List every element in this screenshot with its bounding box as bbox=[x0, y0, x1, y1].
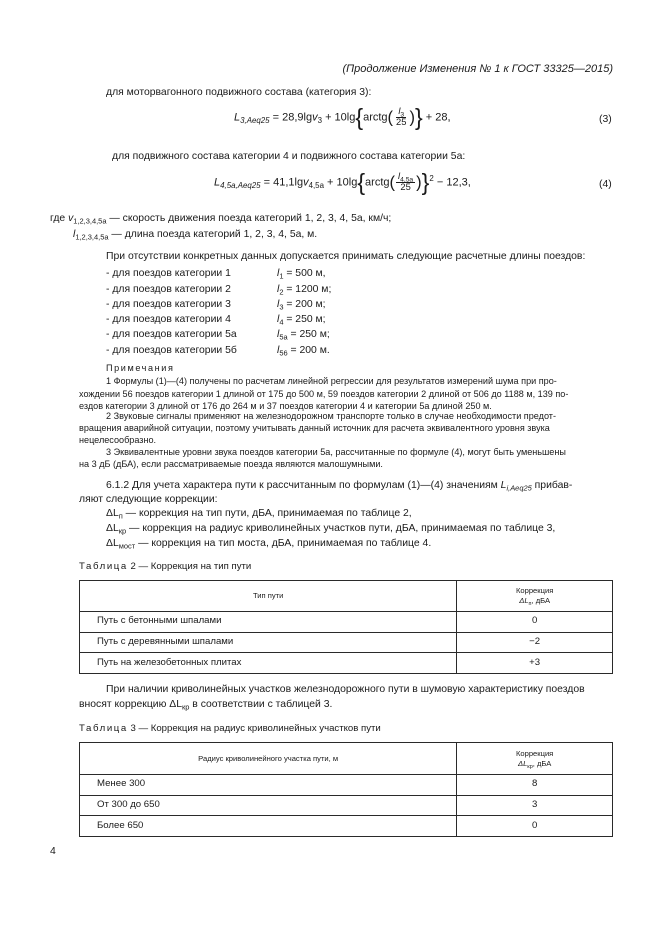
note-line: вращения аварийной ситуации, поэтому учитывать данный источник для расчета эквивалентного уровня звука bbox=[79, 423, 550, 433]
table-cell: Путь на железобетонных плитах bbox=[80, 653, 457, 674]
table-cell: Путь с бетонными шпалами bbox=[80, 612, 457, 633]
table-cell: 3 bbox=[457, 795, 613, 816]
list-item-value: $l_{5a} = 250$ м; bbox=[277, 329, 330, 342]
list-item: - для поездов категории 5б bbox=[106, 345, 237, 356]
table-cell: +3 bbox=[457, 653, 613, 674]
table-cell: Менее 300 bbox=[80, 775, 457, 796]
formula-3: $L_{3,Aeq25} = 28,9\lg v_3$ + 10lg{arctg( $\frac{l_3}{25}$ )} + 28, bbox=[234, 104, 451, 130]
list-item-value: $l_3 = 200$ м; bbox=[277, 299, 326, 312]
where-v: где $v_{1,2,3,4,5a}$ — скорость движения поезда категорий 1, 2, 3, 4, 5а, км/ч; bbox=[50, 213, 392, 226]
table-cell: Более 650 bbox=[80, 816, 457, 837]
list-item-value: $l_{56} = 200$ м. bbox=[277, 345, 330, 358]
correction-item: $\Delta L_{кр}$ — коррекция на радиус криволинейных участков пути, дБА, принимаемая по таблице 3, bbox=[106, 523, 556, 536]
table-row bbox=[80, 632, 613, 653]
table-cell: 0 bbox=[457, 612, 613, 633]
note-line: нецелесообразно. bbox=[79, 435, 157, 445]
table-header: Коррекция $\Delta L_{кр}$, дБА bbox=[457, 743, 613, 775]
table-cell: 0 bbox=[457, 816, 613, 837]
table-row bbox=[80, 612, 613, 633]
page-number: 4 bbox=[50, 846, 56, 857]
list-item-value: $l_2 = 1200$ м; bbox=[277, 284, 332, 297]
note-line: 1 Формулы (1)—(4) получены по расчетам линейной регрессии для результатов измерений шума при про- bbox=[106, 376, 557, 386]
table-cell: −2 bbox=[457, 632, 613, 653]
table-header: Радиус криволинейного участка пути, м bbox=[80, 743, 457, 775]
curve-para-line1: При наличии криволинейных участков железнодорожного пути в шумовую характеристику поездов bbox=[106, 684, 585, 695]
correction-item: $\Delta L_{мост}$ — коррекция на тип моста, дБА, принимаемая по таблице 4. bbox=[106, 538, 432, 551]
table-3-caption: Таблица 3 — Коррекция на радиус криволинейных участков пути bbox=[79, 723, 381, 734]
curve-para-line2: вносят коррекцию $\Delta L_{кр}$ в соответствии с таблицей 3. bbox=[79, 699, 333, 712]
page-header: (Продолжение Изменения № 1 к ГОСТ 33325—2015) bbox=[342, 63, 613, 75]
list-item-value: $l_1 = 500$ м, bbox=[277, 268, 326, 281]
note-line: 3 Эквивалентные уровни звука поездов категории 5а, рассчитанные по формуле (4), могут быть уменьшены bbox=[106, 447, 566, 457]
list-item: - для поездов категории 4 bbox=[106, 314, 231, 325]
table-row bbox=[80, 795, 613, 816]
notes-title: Примечания bbox=[106, 363, 175, 373]
table-header: Тип пути bbox=[80, 581, 457, 612]
note-line: на 3 дБ (дБА), если рассматриваемые поезда являются малошумными. bbox=[79, 459, 383, 469]
list-item: - для поездов категории 5а bbox=[106, 329, 237, 340]
table-header: Коррекция $\Delta L_п$, дБА bbox=[457, 581, 613, 612]
table-cell: 8 bbox=[457, 775, 613, 796]
table-2-caption: Таблица 2 — Коррекция на тип пути bbox=[79, 561, 252, 572]
note-line: 2 Звуковые сигналы применяют на железнодорожном транспорте только в случае необходимости предот- bbox=[106, 411, 556, 421]
where-l: $l_{1,2,3,4,5a}$ — длина поезда категорий 1, 2, 3, 4, 5а, м. bbox=[73, 229, 318, 242]
intro-motor: для моторвагонного подвижного состава (категория 3): bbox=[106, 87, 372, 98]
note-line: ездов категории 3 длиной от 176 до 264 м и 37 поездов категории 4 и категории 5а длиной 250 м. bbox=[79, 401, 492, 411]
list-item-value: $l_4 = 250$ м; bbox=[277, 314, 326, 327]
table-row bbox=[80, 775, 613, 796]
list-item: - для поездов категории 2 bbox=[106, 284, 231, 295]
table-2 bbox=[79, 580, 613, 674]
correction-item: $\Delta L_п$ — коррекция на тип пути, дБА, принимаемая по таблице 2, bbox=[106, 508, 412, 521]
intro-cat4: для подвижного состава категории 4 и подвижного состава категории 5а: bbox=[112, 151, 466, 162]
formula-4-number: (4) bbox=[599, 179, 612, 190]
table-3 bbox=[79, 742, 613, 837]
table-cell: От 300 до 650 bbox=[80, 795, 457, 816]
table-row bbox=[80, 653, 613, 674]
note-line: хождении 56 поездов категории 1 длиной от 175 до 500 м, 59 поездов категории 2 длиной от 506 до 1188 м, 139 по- bbox=[79, 389, 569, 399]
absence-text: При отсутствии конкретных данных допускается принимать следующие расчетные длины поездов: bbox=[106, 251, 586, 262]
list-item: - для поездов категории 1 bbox=[106, 268, 231, 279]
formula-4: $L_{4,5a,Aeq25} = 41,1\lg v_{4,5a}$ + 10lg{arctg( $\frac{l_{4,5a}}{25}$ )}$^2$ − 12,3, bbox=[214, 169, 471, 195]
table-row bbox=[80, 816, 613, 837]
para-612-line1: 6.1.2 Для учета характера пути к рассчитанным по формулам (1)—(4) значениям $L_{i,Aeq25}$ прибав- bbox=[106, 480, 573, 493]
para-612-line2: ляют следующие коррекции: bbox=[79, 494, 218, 505]
table-cell: Путь с деревянными шпалами bbox=[80, 632, 457, 653]
formula-3-number: (3) bbox=[599, 114, 612, 125]
list-item: - для поездов категории 3 bbox=[106, 299, 231, 310]
